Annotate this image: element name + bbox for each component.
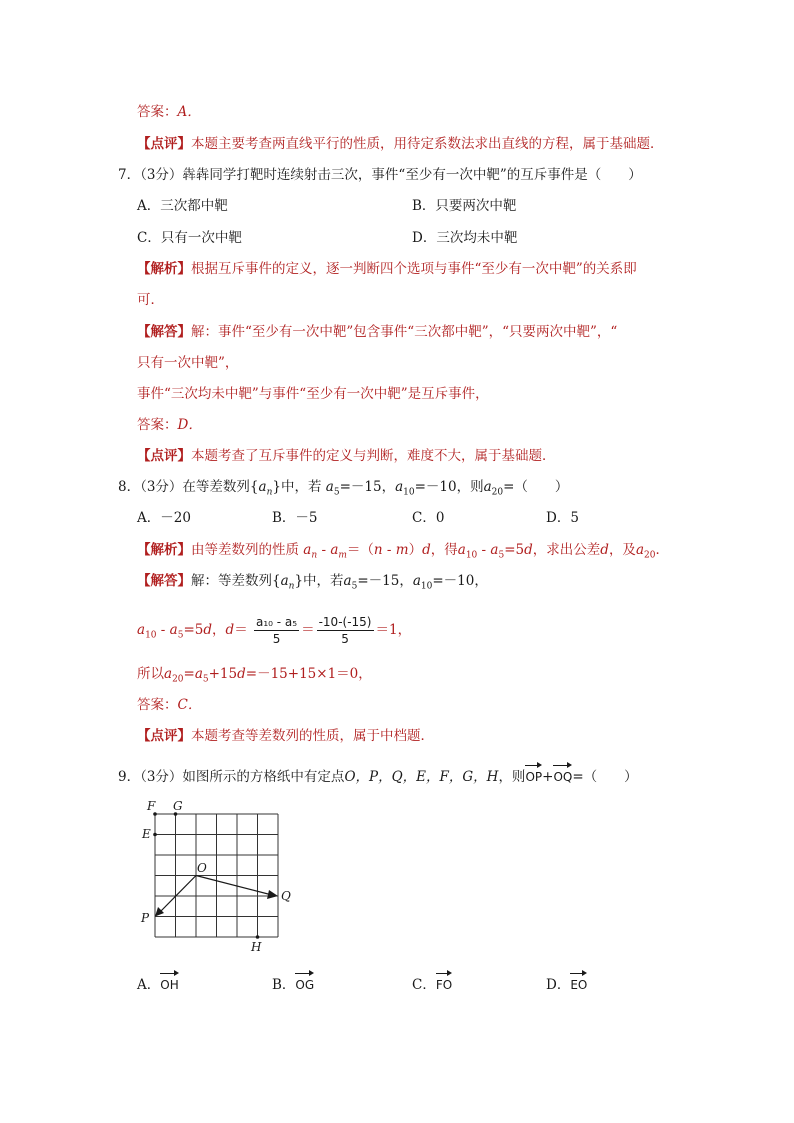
q7-option-c: C．只有一次中靶 xyxy=(137,230,242,246)
label-p: P xyxy=(141,911,150,925)
q8-option-b: B．－5 xyxy=(272,510,318,526)
q7-option-b: B．只要两次中靶 xyxy=(412,198,517,214)
q8-fraction-1: $\frac{\text{a₁₀ - a₅}}{5}$ xyxy=(255,615,298,646)
q9-option-a: A．OH xyxy=(137,972,179,994)
grid-lines xyxy=(155,814,278,937)
q7-solution-line2: 只有一次中靶”， xyxy=(137,355,239,371)
q7-option-d: D．三次均未中靶 xyxy=(412,230,518,246)
q8-answer: 答案：C． xyxy=(137,697,202,713)
q7-solution: 【解答】解：事件“至少有一次中靶”包含事件“三次都中靶”，“只要两次中靶”，“ xyxy=(137,324,618,340)
q9-option-d: D．EO xyxy=(546,972,587,994)
q7-option-a: A．三次都中靶 xyxy=(137,198,228,214)
label-g: G xyxy=(173,799,183,813)
q7-comment: 【点评】本题考查了互斥事件的定义与判断，难度不大，属于基础题． xyxy=(137,448,556,464)
q7-answer: 答案：D． xyxy=(137,417,202,433)
q7-analysis: 【解析】根据互斥事件的定义，逐一判断四个选项与事件“至少有一次中靶”的关系即 xyxy=(137,261,637,277)
label-e: E xyxy=(142,827,151,841)
q8-option-d: D．5 xyxy=(546,510,579,526)
q8-option-c: C．0 xyxy=(412,510,445,526)
q8-option-a: A．－20 xyxy=(137,510,191,526)
q7-stem: 7．（3分）犇犇同学打靶时连续射击三次，事件“至少有一次中靶”的互斥事件是（ ） xyxy=(118,167,642,183)
label-f: F xyxy=(147,799,156,813)
vector-oq: OQ xyxy=(553,764,572,786)
q6-comment: 【点评】本题主要考查两直线平行的性质，用待定系数法求出直线的方程，属于基础题． xyxy=(137,136,664,152)
q8-fraction-2: $\frac{-10-(-15)}{5}$ xyxy=(318,615,372,646)
vector-op: OP xyxy=(525,764,542,786)
q8-analysis: 【解析】由等差数列的性质 $a_n - a_m=(n - m)d$，得$a_{10} - a_5=5d$，求出公差d，及$a_{20}$． xyxy=(137,542,669,561)
grid-figure xyxy=(138,798,298,958)
q9-stem: 9．（3分）如图所示的方格纸中有定点O，P，Q，E，F，G，H，则OP+OQ=（ ） xyxy=(118,764,638,786)
q8-calculation: $a_{10} - a_5=5d$，d＝ $\frac{\text{a₁₀ - a₅}}{5}$ ＝ $\frac{-10-(-15)}{5}$ ＝1， xyxy=(137,615,412,646)
q8-comment: 【点评】本题考查等差数列的性质，属于中档题． xyxy=(137,728,434,744)
q7-solution-line3: 事件“三次均未中靶”与事件“至少有一次中靶”是互斥事件， xyxy=(137,386,489,402)
q9-option-b: B．OG xyxy=(272,972,314,994)
label-q: Q xyxy=(281,889,291,903)
point-h xyxy=(256,935,260,939)
q6-answer: 答案：A． xyxy=(137,104,201,120)
q8-conclusion: 所以$a_{20}=a_5+15d=-15+15\times 1=0$， xyxy=(137,666,372,685)
label-o: O xyxy=(197,861,207,875)
q8-solution: 【解答】解：等差数列$\{a_n\}$中，若$a_5=-15$，$a_{10}=-10$， xyxy=(137,573,488,592)
q9-option-c: C．FO xyxy=(412,972,452,994)
q8-stem: 8．（3分）在等差数列$\{a_n\}$中，若 $a_5=-15$，$a_{10}=-10$，则$a_{20}=$（ ） xyxy=(118,479,569,498)
point-e xyxy=(153,833,157,837)
label-h: H xyxy=(251,940,262,954)
q7-analysis-cont: 可． xyxy=(137,292,164,308)
